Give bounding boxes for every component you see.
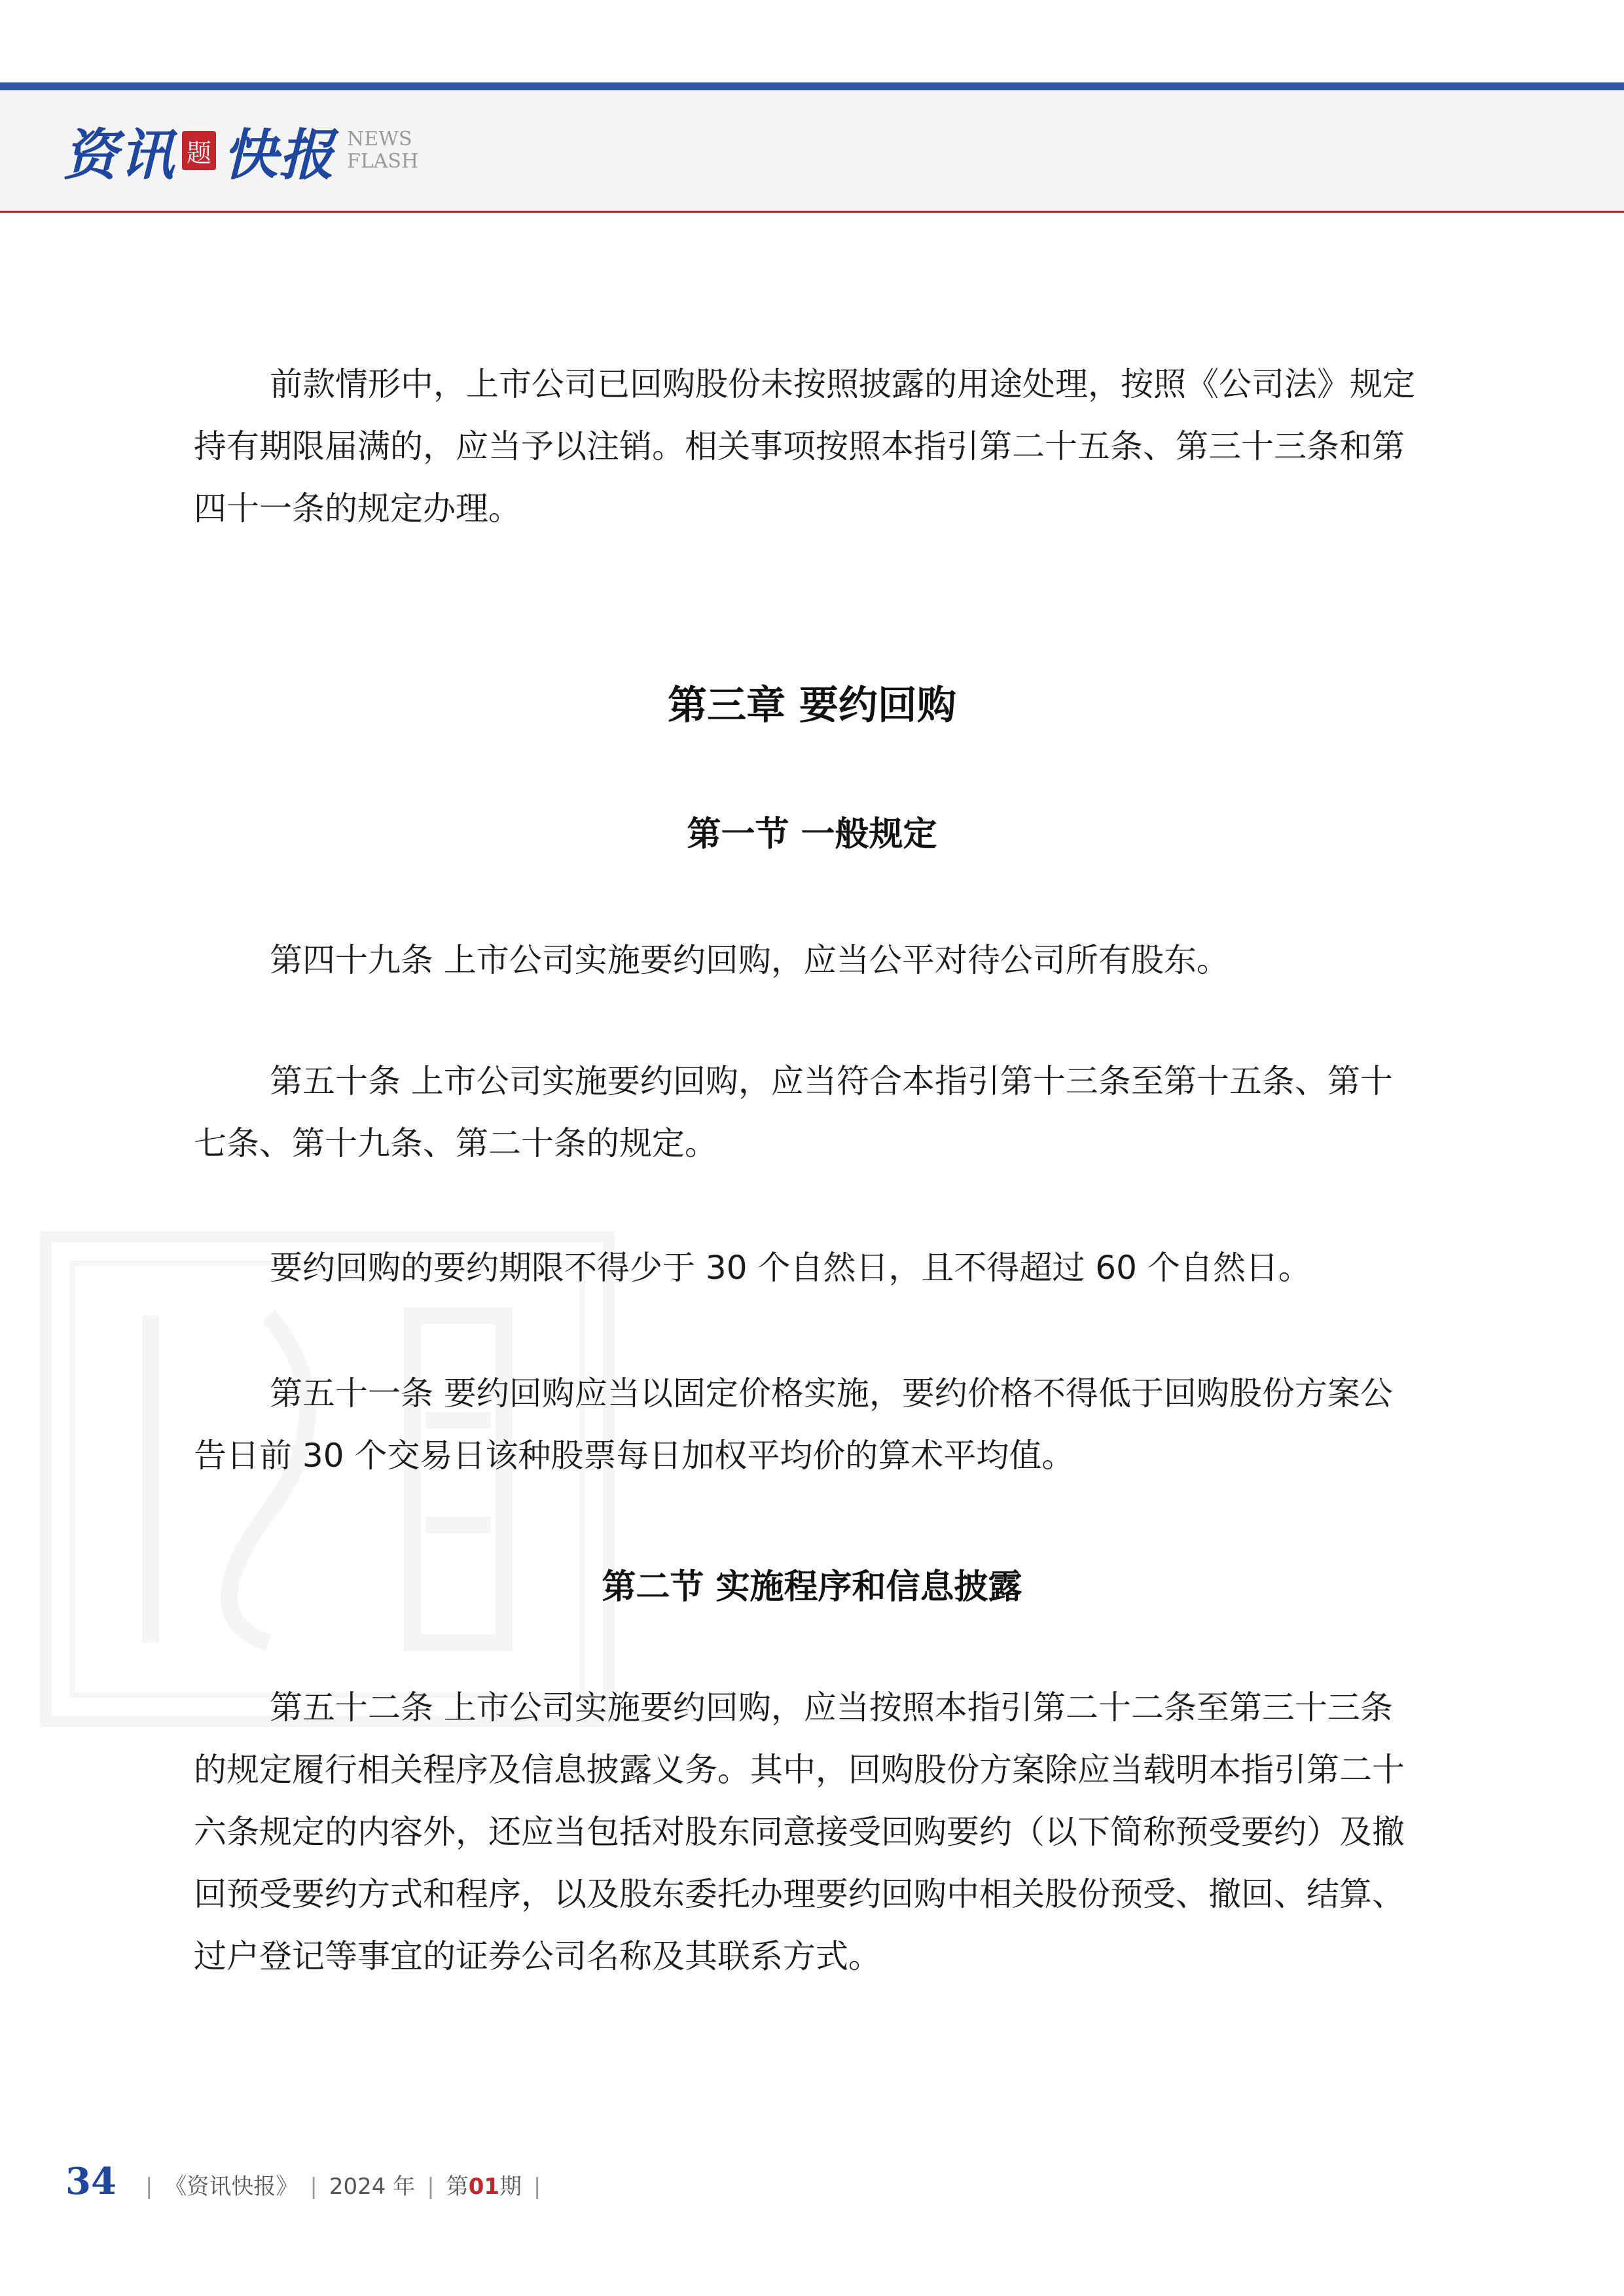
footer-issue-suffix: 期 [499,2174,522,2200]
footer-divider: | [145,2174,153,2200]
footer-divider: | [427,2174,435,2200]
footer-divider: | [533,2174,541,2200]
footer-issue-number: 01 [468,2174,500,2200]
footer-publication: 《资讯快报》 [164,2174,298,2200]
masthead-subtitle-line1: NEWS [347,128,412,151]
header-top-bar [0,82,1624,90]
header-rule [0,211,1624,213]
article-50: 第五十条 上市公司实施要约回购，应当符合本指引第十三条至第十五条、第十七条、第十九条、第二十条的规定。 [194,1062,1393,1162]
article-52: 第五十二条 上市公司实施要约回购，应当按照本指引第二十二条至第三十三条的规定履行相关程序及信息披露义务。其中，回购股份方案除应当载明本指引第二十六条规定的内容外，还应当包括对股东同意接受回购要约（以下简称预受要约）及撤回预受要约方式和程序，以及股东委托办理要约回购中相关股份预受、撤回、结算、过户登记等事宜的证券公司名称及其联系方式。 [194,1689,1405,1975]
masthead-title-part1: 资讯 [63,122,176,187]
footer-year: 2024 年 [329,2174,416,2200]
masthead-subtitle [347,128,418,173]
masthead [63,111,418,190]
page-number: 34 [65,2160,117,2203]
chapter-title: 第三章 要约回购 [668,683,956,728]
footer-divider: | [310,2174,317,2200]
masthead-title-part2: 快报 [223,122,336,187]
article-49: 第四十九条 上市公司实施要约回购，应当公平对待公司所有股东。 [270,941,1229,979]
footer-issue-prefix: 第 [446,2174,469,2200]
article-51: 第五十一条 要约回购应当以固定价格实施，要约价格不得低于回购股份方案公告日前 30 个交易日该种股票每日加权平均价的算术平均值。 [194,1374,1393,1475]
masthead-seal-icon: 题 [182,131,216,170]
article-50-period: 要约回购的要约期限不得少于 30 个自然日，且不得超过 60 个自然日。 [270,1249,1311,1287]
section1-title: 第一节 一般规定 [687,815,937,854]
page-footer [65,2160,552,2203]
section2-title: 第二节 实施程序和信息披露 [602,1568,1022,1607]
intro-paragraph: 前款情形中，上市公司已回购股份未按照披露的用途处理，按照《公司法》规定持有期限届满的，应当予以注销。相关事项按照本指引第二十五条、第三十三条和第四十一条的规定办理。 [194,365,1415,528]
masthead-subtitle-line2: FLASH [347,150,419,173]
